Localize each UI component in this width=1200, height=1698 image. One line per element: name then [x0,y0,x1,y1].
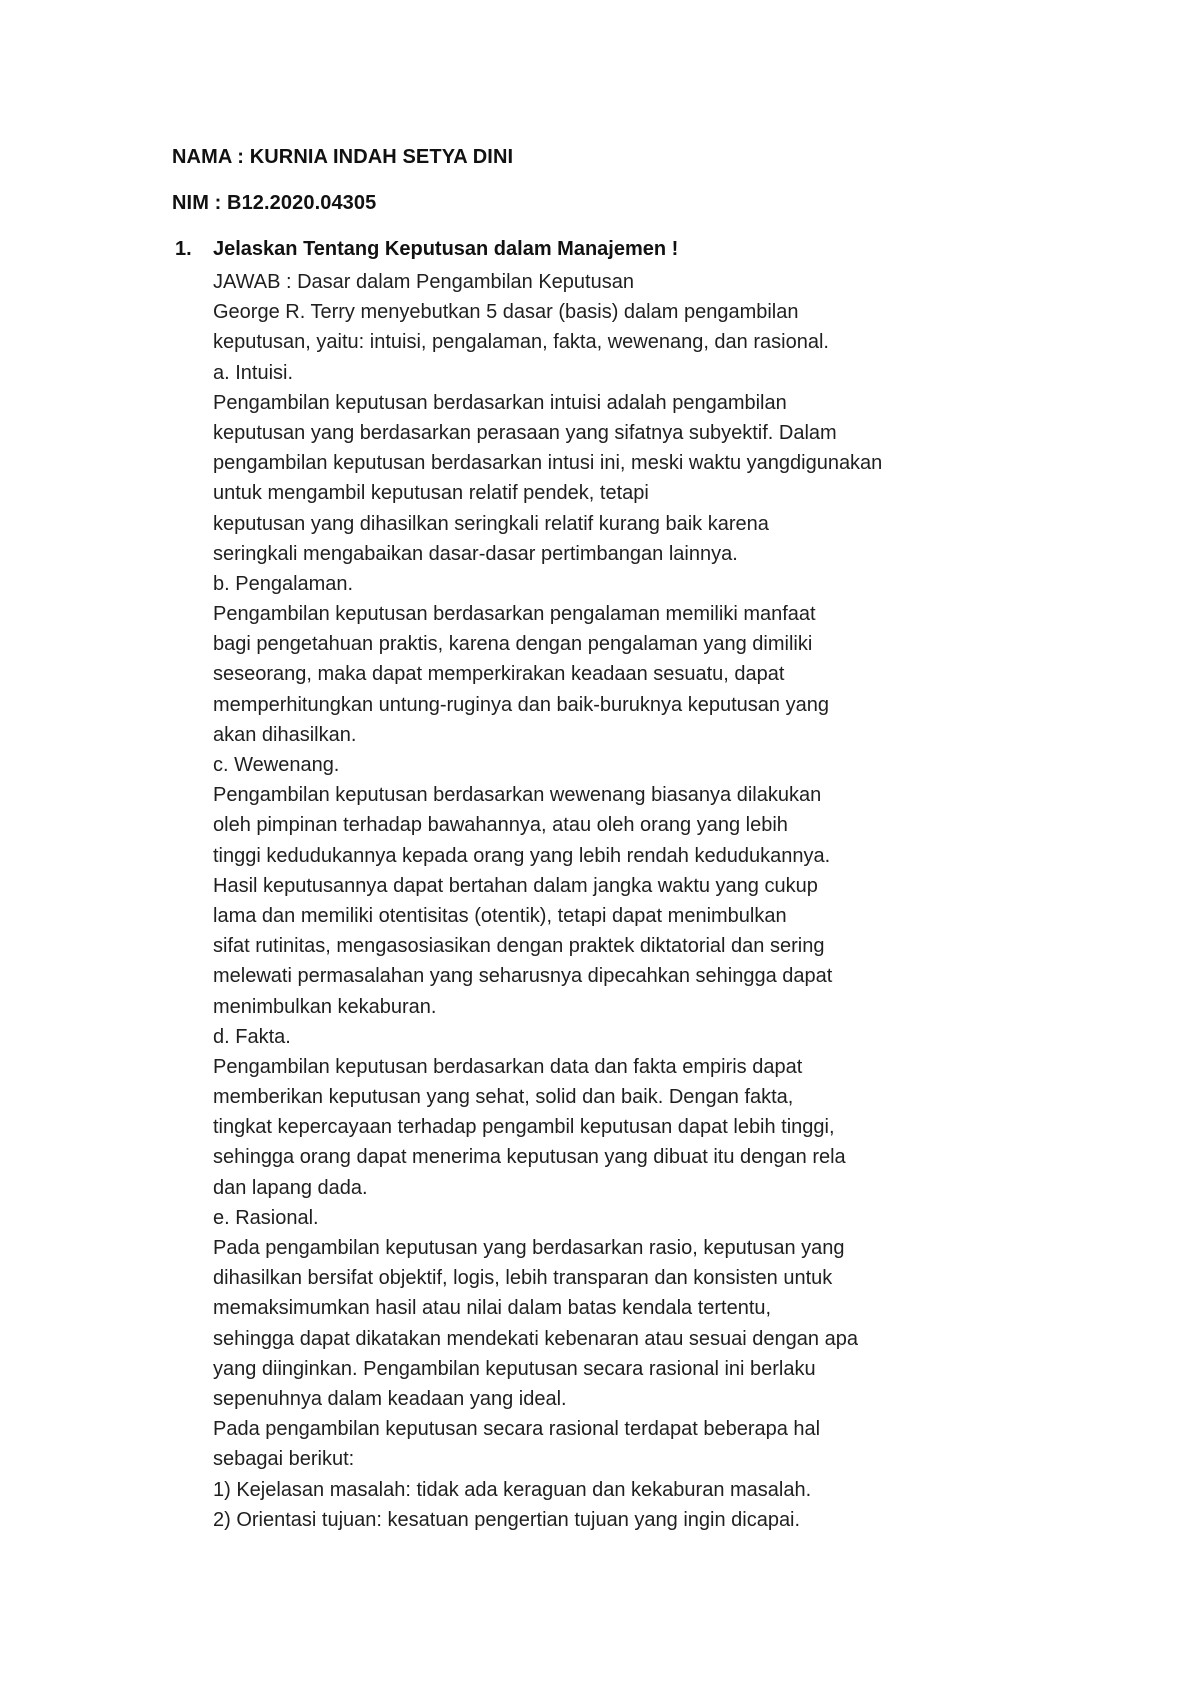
answer-line: sepenuhnya dalam keadaan yang ideal. [213,1387,567,1410]
answer-line: tingkat kepercayaan terhadap pengambil keputusan dapat lebih tinggi, [213,1116,835,1139]
answer-line: George R. Terry menyebutkan 5 dasar (basis) dalam pengambilan [213,301,799,324]
answer-line: 1) Kejelasan masalah: tidak ada keraguan dan kekaburan masalah. [213,1478,812,1501]
answer-line: e. Rasional. [213,1206,319,1229]
answer-line: seseorang, maka dapat memperkirakan keadaan sesuatu, dapat [213,663,785,686]
student-name: NAMA : KURNIA INDAH SETYA DINI [172,146,514,168]
answer-line: dan lapang dada. [213,1176,368,1199]
answer-line: akan dihasilkan. [213,723,357,746]
answer-line: yang diinginkan. Pengambilan keputusan secara rasional ini berlaku [213,1357,816,1380]
answer-line: Hasil keputusannya dapat bertahan dalam jangka waktu yang cukup [213,874,818,897]
answer-line: JAWAB : Dasar dalam Pengambilan Keputusan [213,271,634,293]
answer-line: Pada pengambilan keputusan yang berdasarkan rasio, keputusan yang [213,1237,845,1259]
answer-line: sebagai berikut: [213,1448,355,1471]
answer-line: pengambilan keputusan berdasarkan intusi ini, meski waktu yangdigunakan [213,452,883,475]
answer-line: 2) Orientasi tujuan: kesatuan pengertian tujuan yang ingin dicapai. [213,1508,801,1531]
answer-line: Pengambilan keputusan berdasarkan intuisi adalah pengambilan [213,391,787,414]
answer-line: keputusan yang berdasarkan perasaan yang sifatnya subyektif. Dalam [213,421,837,444]
question-number: 1. [175,238,192,260]
answer-line: seringkali mengabaikan dasar-dasar pertimbangan lainnya. [213,542,738,565]
answer-line: lama dan memiliki otentisitas (otentik), tetapi dapat menimbulkan [213,904,787,927]
answer-line: bagi pengetahuan praktis, karena dengan pengalaman yang dimiliki [213,633,813,656]
answer-line: menimbulkan kekaburan. [213,995,437,1018]
answer-line: d. Fakta. [213,1025,291,1048]
student-id: NIM : B12.2020.04305 [172,192,377,214]
answer-line: Pengambilan keputusan berdasarkan pengalaman memiliki manfaat [213,603,816,626]
answer-line: Pada pengambilan keputusan secara rasional terdapat beberapa hal [213,1418,821,1441]
answer-line: tinggi kedudukannya kepada orang yang lebih rendah kedudukannya. [213,844,831,867]
answer-line: sehingga dapat dikatakan mendekati kebenaran atau sesuai dengan apa [213,1327,858,1350]
answer-line: Pengambilan keputusan berdasarkan data dan fakta empiris dapat [213,1055,803,1078]
answer-line: sifat rutinitas, mengasosiasikan dengan praktek diktatorial dan sering [213,935,825,958]
answer-line: keputusan yang dihasilkan seringkali relatif kurang baik karena [213,512,769,535]
answer-body [213,267,1093,1535]
answer-line: keputusan, yaitu: intuisi, pengalaman, fakta, wewenang, dan rasional. [213,331,829,354]
answer-line: a. Intuisi. [213,361,294,384]
answer-line: Pengambilan keputusan berdasarkan wewenang biasanya dilakukan [213,784,822,807]
answer-line: c. Wewenang. [213,754,340,776]
answer-line: melewati permasalahan yang seharusnya dipecahkan sehingga dapat [213,965,833,988]
answer-line: memperhitungkan untung-ruginya dan baik-buruknya keputusan yang [213,693,829,716]
answer-line: memaksimumkan hasil atau nilai dalam batas kendala tertentu, [213,1297,772,1320]
answer-line: dihasilkan bersifat objektif, logis, lebih transparan dan konsisten untuk [213,1267,833,1290]
answer-line: sehingga orang dapat menerima keputusan yang dibuat itu dengan rela [213,1146,846,1169]
answer-line: memberikan keputusan yang sehat, solid dan baik. Dengan fakta, [213,1086,794,1109]
question-title: Jelaskan Tentang Keputusan dalam Manajemen ! [213,238,679,260]
answer-line: b. Pengalaman. [213,572,354,595]
answer-line: untuk mengambil keputusan relatif pendek, tetapi [213,482,649,505]
answer-line: oleh pimpinan terhadap bawahannya, atau oleh orang yang lebih [213,814,788,837]
